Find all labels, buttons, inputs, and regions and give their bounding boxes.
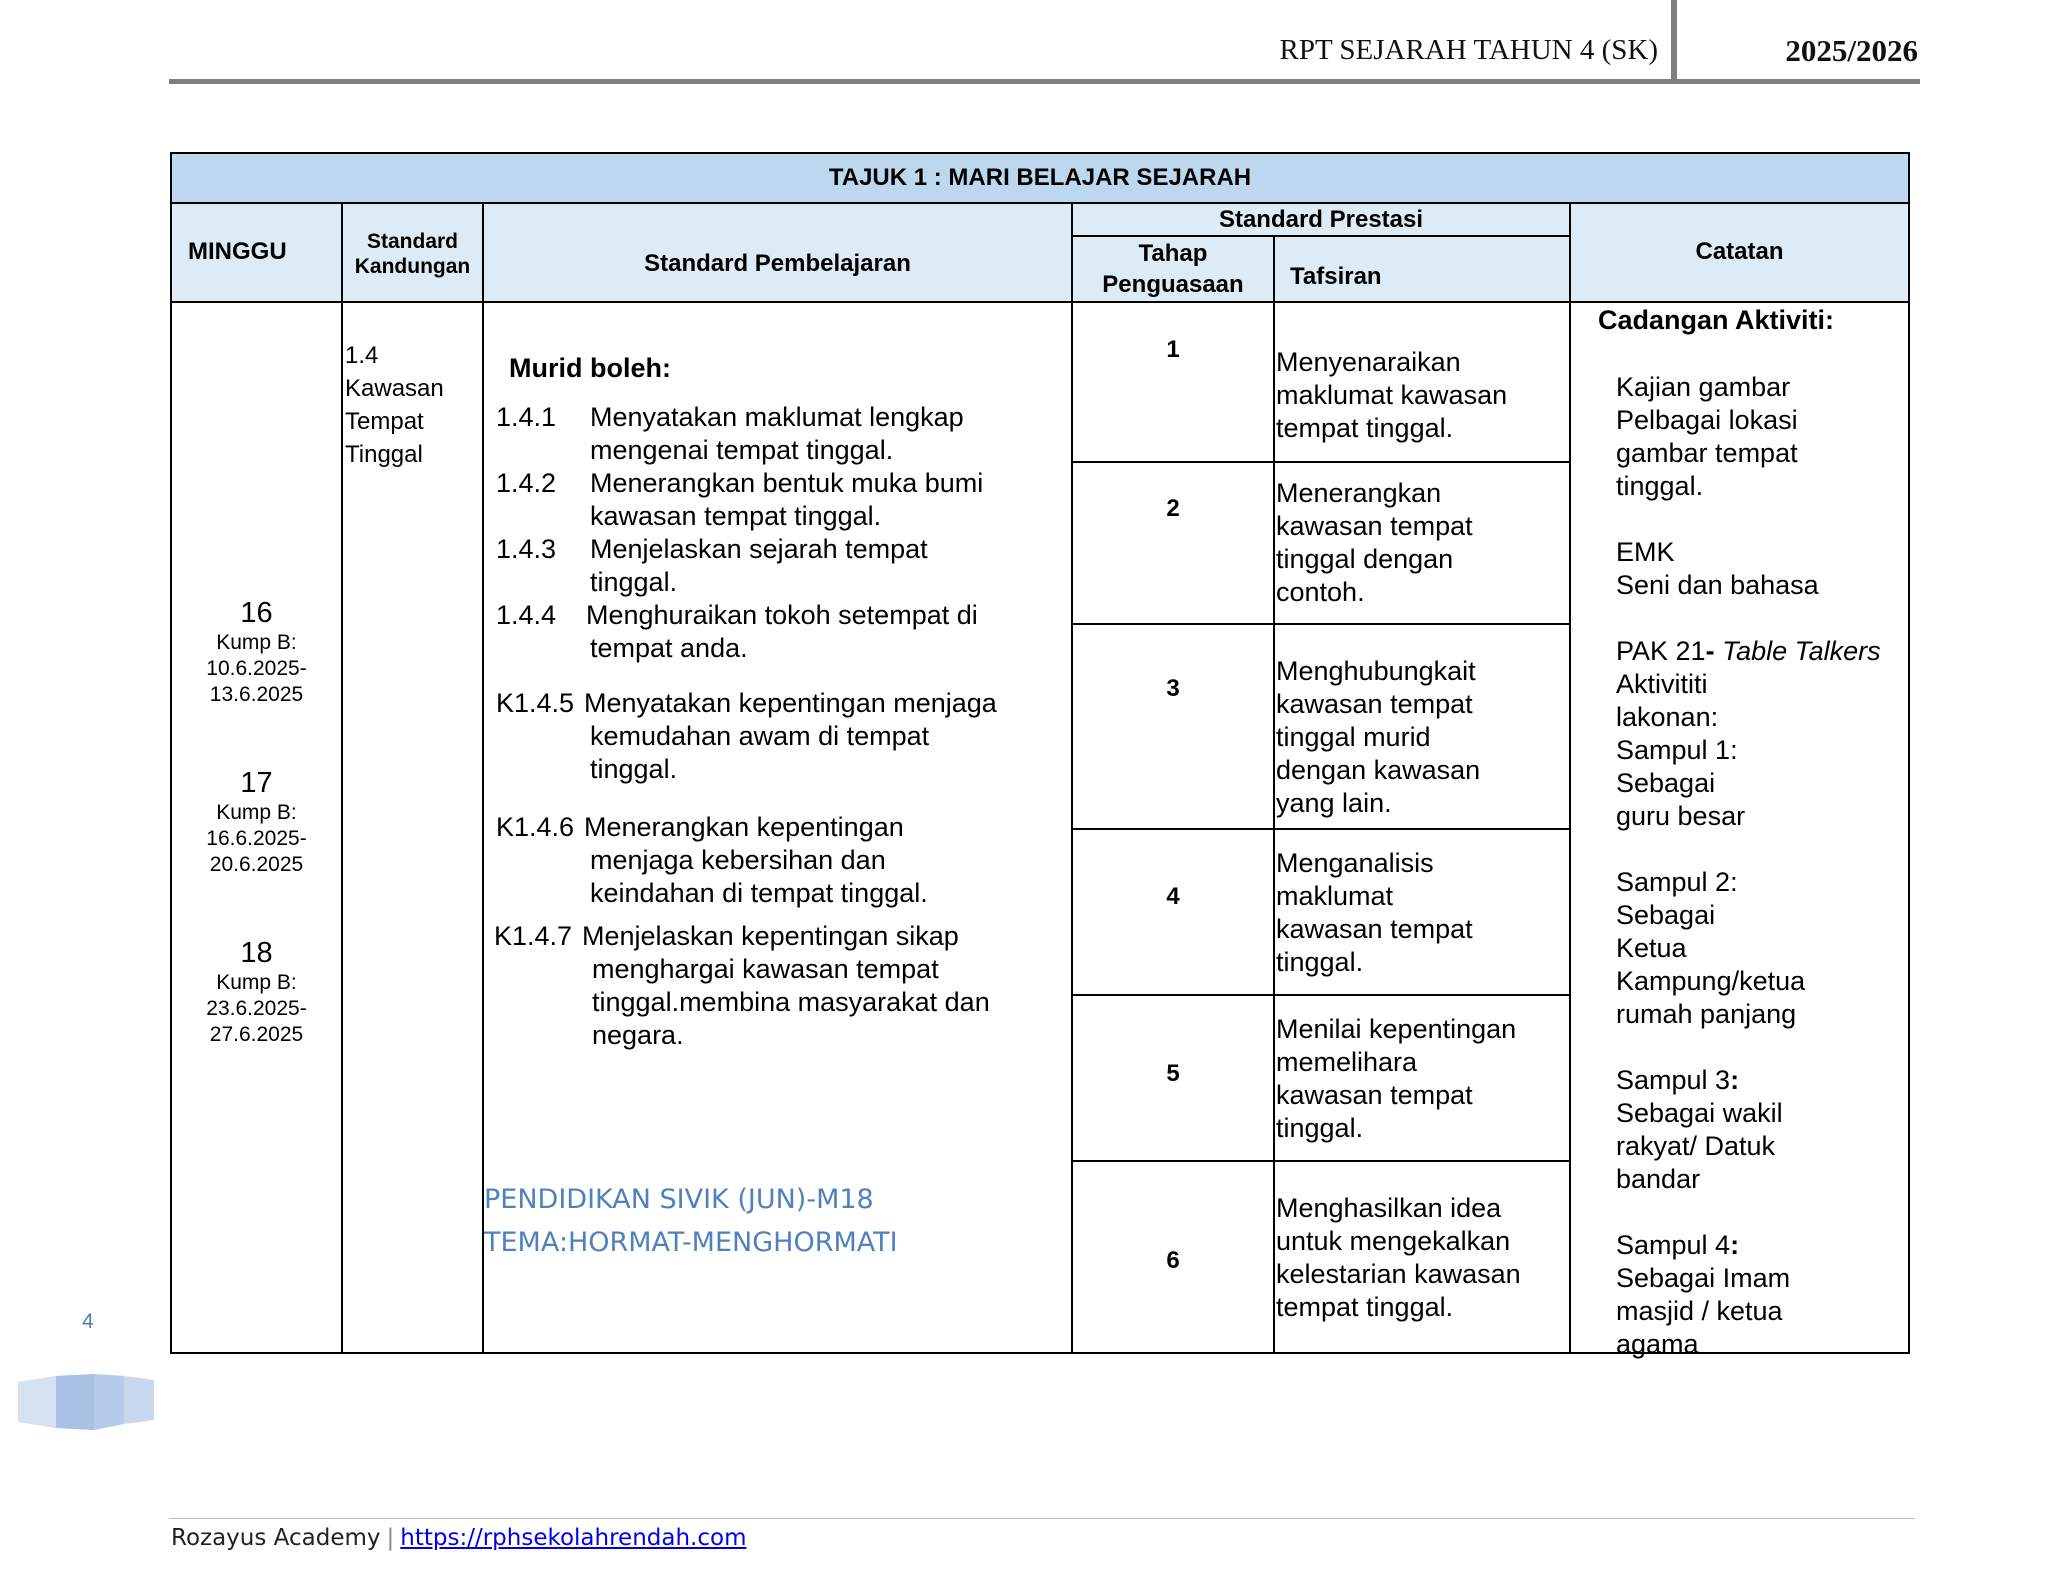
col-standard-pembelajaran: Standard Pembelajaran [644,250,911,277]
tafsiran-text: Menilai kepentingan memelihara kawasan tempat tinggal. [1276,1014,1517,1143]
table-line [170,202,1910,204]
sp-intro: Murid boleh: [509,353,671,383]
header-divider [1671,0,1677,83]
tafsiran-text: Menyenaraikan maklumat kawasan tempat tinggal. [1276,347,1508,443]
tafsiran-text: Menghasilkan idea untuk mengekalkan kelestarian kawasan tempat tinggal. [1276,1193,1521,1322]
week-entry [172,596,341,708]
sp-item-1.4.1: 1.4.1 Menyatakan maklumat lengkap mengenai tempat tinggal. [496,402,964,465]
civic-theme-note: TEMA:HORMAT-MENGHORMATI [484,1227,898,1258]
col-standard-kandungan: Standard Kandungan [354,230,471,278]
footer-rule [169,1518,1915,1519]
table-border-top [170,152,1910,154]
tafsiran-text: Menghubungkait kawasan tempat tinggal murid dengan kawasan yang lain. [1276,656,1481,818]
week-date: 27.6.2025 [209,1023,304,1046]
col-minggu: MINGGU [188,238,287,265]
table-line [482,202,484,1354]
table-line [1073,828,1571,830]
civic-education-note: PENDIDIKAN SIVIK (JUN)-M18 [484,1184,874,1215]
table-line [1073,1160,1571,1162]
sp-item-1.4.3: 1.4.3 Menjelaskan sejarah tempat tinggal. [496,534,928,597]
catatan-heading: Cadangan Aktiviti: [1598,305,1835,335]
pak21-line: PAK 21- Table Talkers [1616,636,1881,666]
table-line [170,301,1910,303]
catatan-notes: Kajian gambar Pelbagai lokasi gambar tempat tinggal. EMK Seni dan bahasa PAK 21- Table Talkers Aktivititi lakonan: Sampul 1: Sebagai guru besar Sampul 2: Sebagai Ketua Kampung/ketua rumah panjang Sampul 3: Sebagai wakil rakyat/ Datuk bandar Sampul 4: Sebagai Imam masjid / ketua agama [1616,371,1916,1361]
sp-item-K1.4.5: K1.4.5 Menyatakan kepentingan menjaga kemudahan awam di tempat tinggal. [496,688,997,784]
week-group: Kump B: [216,801,297,824]
week-entry [172,936,341,1048]
week-date: 23.6.2025- [206,997,307,1020]
footer-brand: Rozayus Academy [171,1525,381,1551]
tahap-level: 4 [1166,883,1180,910]
week-entry [172,766,341,878]
col-tafsiran: Tafsiran [1290,263,1382,290]
table-line [1273,235,1275,1354]
col-tahap-penguasaan: Tahap Penguasaan [1102,240,1244,298]
table-line [1073,235,1571,237]
sp-item-K1.4.6: K1.4.6 Menerangkan kepentingan menjaga kebersihan dan keindahan di tempat tinggal. [496,812,928,908]
col-standard-prestasi: Standard Prestasi [1218,206,1424,233]
table-line [1073,461,1571,463]
week-number: 16 [240,597,273,629]
week-date: 16.6.2025- [206,827,307,850]
tahap-level: 3 [1166,675,1180,702]
sp-item-1.4.2: 1.4.2 Menerangkan bentuk muka bumi kawasan tempat tinggal. [496,468,984,531]
footer-separator: | [386,1525,395,1551]
document-title: RPT SEJARAH TAHUN 4 (SK) [1279,34,1658,66]
tahap-level: 1 [1166,336,1180,363]
tafsiran-text: Menganalisis maklumat kawasan tempat tinggal. [1276,848,1473,977]
standard-kandungan-text: 1.4 Kawasan Tempat Tinggal [345,342,444,468]
sp-item-K1.4.7: K1.4.7 Menjelaskan kepentingan sikap menghargai kawasan tempat tinggal.membina masyarakat dan negara. [494,921,990,1050]
week-number: 18 [240,937,273,969]
tahap-level: 2 [1166,495,1180,522]
sp-item-1.4.4: 1.4.4 Menghuraikan tokoh setempat di tempat anda. [496,600,978,663]
tafsiran-text: Menerangkan kawasan tempat tinggal dengan contoh. [1276,478,1473,607]
week-group: Kump B: [216,971,297,994]
table-line [1073,623,1571,625]
table-line [1569,202,1571,1354]
week-date: 10.6.2025- [206,657,307,680]
tahap-level: 5 [1166,1060,1180,1087]
page-decoration-graphic [16,1372,156,1432]
table-line [1073,994,1571,996]
week-group: Kump B: [216,631,297,654]
topic-title: TAJUK 1 : MARI BELAJAR SEJARAH [828,164,1252,191]
table-line [341,202,343,1354]
footer [171,1525,747,1551]
week-date: 13.6.2025 [209,683,304,706]
footer-link[interactable]: https://rphsekolahrendah.com [400,1525,747,1551]
document-year: 2025/2026 [1785,33,1918,68]
table-border-left [170,152,172,1354]
week-number: 17 [240,767,273,799]
table-line [1071,202,1073,1354]
col-catatan: Catatan [1695,238,1784,265]
tahap-level: 6 [1166,1247,1180,1274]
week-date: 20.6.2025 [209,853,304,876]
page-number: 4 [82,1310,94,1333]
header-rule [169,79,1920,84]
